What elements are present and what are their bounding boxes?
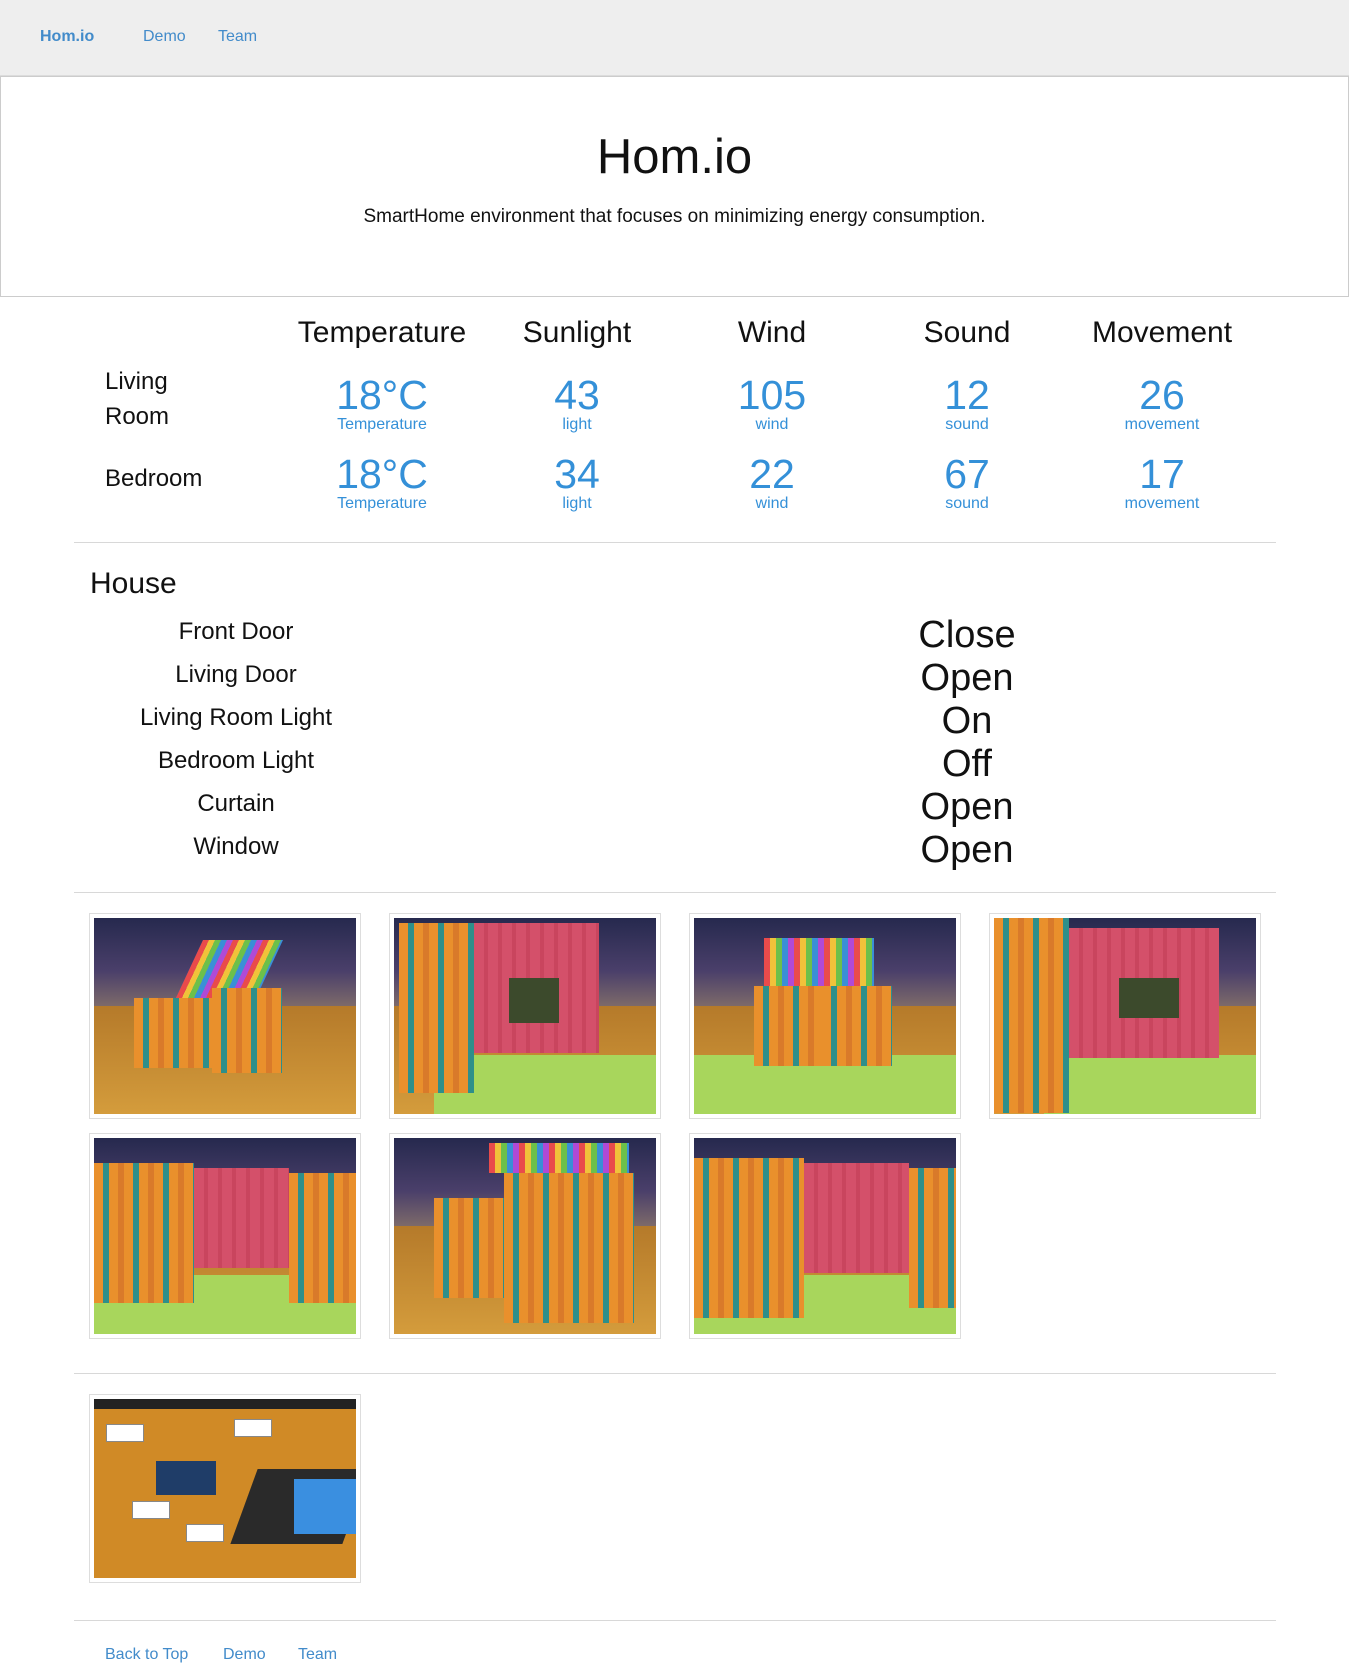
page-title: Hom.io [596,130,753,184]
hero-banner [0,76,1349,297]
room-name-living-room [105,364,169,434]
footer-link-team[interactable]: Team [298,1646,338,1663]
device-name: Living Door [175,661,297,688]
house-model-photo [994,918,1256,1114]
device-state: Open [920,657,1014,699]
house-model-photo [694,918,956,1114]
sensor-cell [687,372,857,434]
sensor-cell [1077,451,1247,513]
sensor-value: 18°C [336,451,428,497]
sensor-unit: movement [1124,416,1200,433]
column-header-wind: Wind [737,316,807,349]
sensor-value: 18°C [336,372,428,418]
sensor-value: 67 [944,451,990,497]
sensor-value: 26 [1139,372,1185,418]
sensor-value: 22 [749,451,795,497]
divider [74,1373,1276,1374]
nav-link-team[interactable]: Team [218,28,258,45]
room-name-line: Living [105,368,168,395]
column-header-movement: Movement [1091,316,1233,349]
navbar [0,0,1349,76]
hero-tagline: SmartHome environment that focuses on minimizing energy consumption. [363,206,986,227]
device-name: Living Room Light [139,704,333,731]
circuit-thumbnail[interactable] [89,1394,361,1583]
device-state: On [941,700,993,742]
sensor-unit: wind [755,495,789,512]
sensor-cell [492,451,662,513]
sensor-cell [687,451,857,513]
room-name-line: Room [105,403,170,430]
gallery-thumbnail[interactable] [689,913,961,1119]
column-header-sunlight: Sunlight [522,316,632,349]
sensor-unit: Temperature [337,416,427,433]
house-model-photo [694,1138,956,1334]
house-model-photo [394,918,656,1114]
sensor-value: 12 [944,372,990,418]
sensor-value: 105 [737,372,807,418]
divider [74,892,1276,893]
device-state: Close [918,614,1016,656]
device-state: Off [942,743,992,785]
sensor-cell [492,372,662,434]
sensor-value: 34 [554,451,600,497]
nav-link-demo[interactable]: Demo [143,28,186,45]
sensor-cell [882,451,1052,513]
sensor-cell [882,372,1052,434]
column-header-temperature: Temperature [297,316,467,349]
divider [74,542,1276,543]
room-name-bedroom [105,461,202,496]
circuit-photo [94,1399,356,1578]
device-state: Open [920,829,1014,871]
device-name: Front Door [178,618,294,645]
sensor-unit: light [562,416,592,433]
house-model-photo [94,1138,356,1334]
sensor-unit: sound [945,416,989,433]
gallery-thumbnail[interactable] [389,1133,661,1339]
brand-link[interactable]: Hom.io [40,28,95,45]
sensor-cell [1077,372,1247,434]
sensor-value: 43 [554,372,600,418]
device-name: Window [193,833,279,860]
gallery-thumbnail[interactable] [689,1133,961,1339]
gallery-thumbnail[interactable] [389,913,661,1119]
gallery-thumbnail[interactable] [989,913,1261,1119]
device-name: Bedroom Light [157,747,315,774]
room-name-line: Bedroom [105,465,203,492]
sensor-unit: Temperature [337,495,427,512]
gallery-thumbnail[interactable] [89,913,361,1119]
sensor-cell [297,372,467,434]
device-state: Open [920,786,1014,828]
house-model-photo [394,1138,656,1334]
house-model-photo [94,918,356,1114]
sensor-unit: light [562,495,592,512]
house-title: House [90,567,177,600]
sensor-cell [297,451,467,513]
device-name: Curtain [197,790,275,817]
gallery-thumbnail[interactable] [89,1133,361,1339]
sensor-unit: sound [945,495,989,512]
sensor-unit: movement [1124,495,1200,512]
column-header-sound: Sound [923,316,1011,349]
sensor-value: 17 [1139,451,1185,497]
back-to-top-link[interactable]: Back to Top [105,1646,189,1663]
footer-link-demo[interactable]: Demo [223,1646,266,1663]
sensor-unit: wind [755,416,789,433]
divider [74,1620,1276,1621]
